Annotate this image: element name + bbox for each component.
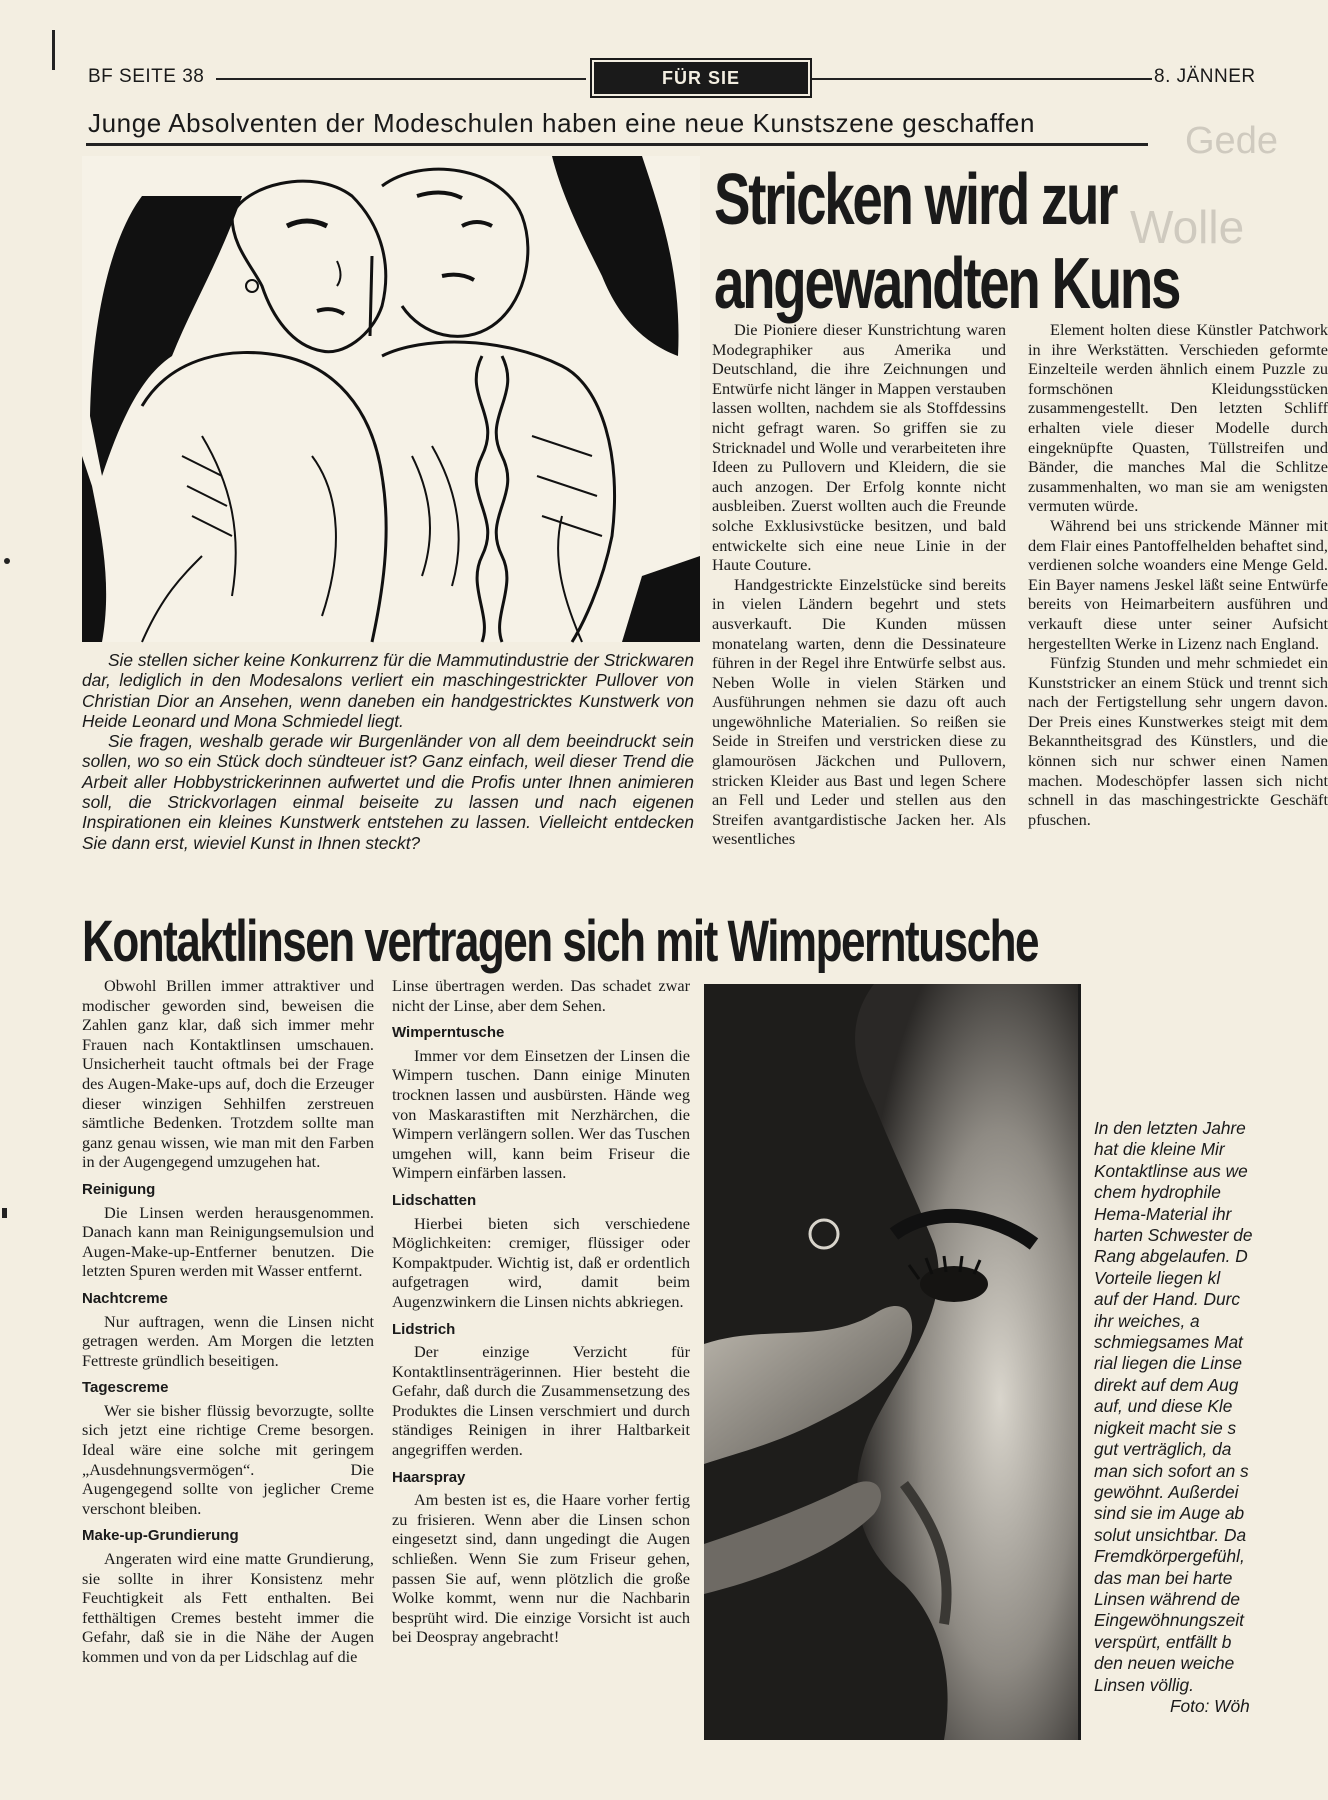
article-paragraph: Während bei uns strickende Männer mit dem Flair eines Pantoffelhelden behaftet sind, verdienen solche woanders eine Menge Geld. Ein Bayer namens Jeskel läßt seine Entwürfe bereits von Heimarbeitern ausführen und verkauft diese unter seiner Aufsicht hergestellten Werke in Lizenz nach England.	[1028, 515, 1328, 653]
photo-caption-line: Vorteile liegen kl	[1094, 1267, 1221, 1288]
photo-caption-line: das man bei harte	[1094, 1567, 1233, 1588]
contact-lens-photo	[704, 984, 1078, 1740]
section-text: Am besten ist es, die Haare vorher fertig zu frisieren. Wenn aber die Linsen schon eingesetzt sind, dann ungedingt die Augen schließen. Wenn Sie zum Friseur gehen, passen Sie auf, wenn plötzlich die große Wolke kommt, wenn nur die Nachbarin besprüht wird. Die einzige Vorsicht ist auch bei Deospray angebracht!	[392, 1490, 690, 1647]
photo-caption-line: schmiegsames Mat	[1094, 1332, 1243, 1353]
photo-caption-line: Hema-Material ihr	[1094, 1203, 1232, 1224]
page-label: BF SEITE 38	[88, 66, 205, 87]
article-2-column-2	[392, 976, 690, 1647]
photo-caption-line: chem hydrophile	[1094, 1182, 1221, 1203]
photo-caption	[1094, 1118, 1273, 1717]
photo-caption-line: den neuen weiche	[1094, 1653, 1235, 1674]
header-rule-left	[216, 78, 586, 80]
photo-caption-line: auf, und diese Kle	[1094, 1396, 1233, 1417]
headline-1-line-2: angewandten Kuns	[714, 244, 1180, 324]
photo-caption-line: Kontaktlinse aus we	[1094, 1160, 1248, 1181]
photo-caption-line: Foto: Wöh	[1170, 1695, 1250, 1716]
article-continuation: Linse übertragen werden. Das schadet zwar nicht der Linse, aber dem Sehen.	[392, 976, 690, 1015]
photo-caption-line: verspürt, entfällt b	[1094, 1631, 1232, 1652]
article-paragraph: Fünfzig Stunden und mehr schmiedet ein Kunststricker an einem Stück und trennt sich nach der Fertigstellung sehr ungern davon. Der Preis eines Kunstwerkes steigt mit dem Bekanntheitsgrad des Künstlers, und die können sich nur schwer einen Namen machen. Modeschöpfer lassen sich nicht schnell in das maschingestrickte Geschäft pfuschen.	[1028, 653, 1328, 829]
article-1-column-2	[1028, 320, 1328, 829]
photo-caption-line: Rang abgelaufen. D	[1094, 1246, 1248, 1267]
photo-caption-line: gut verträglich, da	[1094, 1439, 1232, 1460]
page-mark	[4, 558, 10, 564]
article-paragraph: Die Pioniere dieser Kunstrichtung waren Modegraphiker aus Amerika und Deutschland, die ihre Zeichnungen und Entwürfe nicht länger in Mappen verstauben lassen wollten, nachdem sie als Stoffdessins nicht gefragt waren. So griffen sie zu Stricknadel und Wolle und verarbeiteten ihre Ideen zu Pullovern und Kleidern, die sie auch anzogen. Der Erfolg konnte nicht ausbleiben. Zuerst wollten auch die Freunde solche Exklusivstücke besitzen, und bald entwickelte sich eine neue Linie in der Haute Couture.	[712, 320, 1006, 575]
photo-caption-line: auf der Hand. Durc	[1094, 1289, 1241, 1310]
article-1-column-2-frame	[1028, 320, 1328, 900]
photo-caption-line: nigkeit macht sie s	[1094, 1417, 1237, 1438]
section-heading: Lidschatten	[392, 1191, 477, 1209]
section-text: Immer vor dem Einsetzen der Linsen die Wimpern tuschen. Dann einige Minuten trocknen lassen und ausbürsten. Hände weg von Maskarastiften mit Nerzhärchen, die Wimpern verlängern sollen. Wer das Tuschen umgehen will, kann beim Friseur die Wimpern einfärben lassen.	[392, 1045, 690, 1183]
photo-caption-line: hat die kleine Mir	[1094, 1139, 1225, 1160]
kicker: Junge Absolventen der Modeschulen haben eine neue Kunstszene geschaffen	[88, 108, 1036, 138]
photo-caption-line: ihr weiches, a	[1094, 1310, 1200, 1331]
section-text: Die Linsen werden herausgenommen. Danach kann man Reinigungsemulsion und Augen-Make-up-Entferner benutzen. Die letzten Spuren werden mit Wasser entfernt.	[82, 1202, 374, 1281]
photo-caption-line: Fremdkörpergefühl,	[1094, 1546, 1245, 1567]
photo-divider	[1078, 984, 1081, 1740]
headline-1-line-1: Stricken wird zur	[714, 160, 1117, 240]
illustration-caption	[82, 650, 694, 853]
article-paragraph: Handgestrickte Einzelstücke sind bereits in vielen Ländern begehrt und stets ausverkauft. Die Kunden müssen monatelang warten, denn die Dessinateure führen in der Regel ihre Entwürfe selbst aus. Neben Wolle in vielen Stärken und Ausführungen nehmen sie dazu oft auch ungewöhnliche Materialien. So reißen sie Seide in Streifen und verstricken diese zu glamourösen Jäckchen und Pullovern, stricken Kleider aus Bast und legen Schere an Fell und Leder und stellen aus den Streifen avantgardistische Jacken her. Als wesentliches	[712, 574, 1006, 849]
section-text: Hierbei bieten sich verschiedene Möglichkeiten: cremiger, flüssiger oder Kompaktpuder. Wichtig ist, daß er ordentlich aufgetragen wird, damit beim Augenzwinkern die Linsen nichts abkriegen.	[392, 1213, 690, 1311]
section-heading: Make-up-Grundierung	[82, 1527, 239, 1545]
photo-caption-line: Linsen völlig.	[1094, 1674, 1194, 1695]
kicker-underline	[86, 143, 1148, 146]
page-mark	[2, 1208, 7, 1218]
photo-caption-frame	[1094, 1118, 1273, 1728]
article-paragraph: Element holten diese Künstler Patchwork in ihre Werkstätten. Verschieden geformte Einzelteile werden ähnlich einem Puzzle zu formschönen Kleidungsstücken zusammengestellt. Den letzten Schliff erhalten viele dieser Modelle durch eingeknüpfte Quasten, Tüllstreifen und Bänder, die manches Mal die Schlitze zusammenhalten, wo man sie am wenigsten vermuten würde.	[1028, 320, 1328, 516]
bleed-through-text: Wolle	[1130, 201, 1245, 253]
photo-caption-line: sind sie im Auge ab	[1094, 1503, 1245, 1524]
headline-1-frame	[714, 158, 1273, 330]
section-text: Angeraten wird eine matte Grundierung, sie sollte in ihrer Konsistenz mehr Feuchtigkeit als Fett enthalten. Bei fetthältigen Cremes besteht immer die Gefahr, daß sie in die Nähe der Augen kommen und von da per Lidschlag auf die	[82, 1549, 374, 1666]
section-text: Nur auftragen, wenn die Linsen nicht getragen werden. Am Morgen die letzten Fettreste gründlich beseitigen.	[82, 1311, 374, 1370]
photo-caption-line: gewöhnt. Außerdei	[1094, 1481, 1239, 1502]
photo-caption-line: In den letzten Jahre	[1094, 1118, 1246, 1138]
article-1-column-1	[712, 320, 1006, 849]
photo-caption-line: direkt auf dem Aug	[1094, 1374, 1239, 1395]
fashion-illustration	[82, 156, 700, 642]
issue-date: 8. JÄNNER	[1154, 66, 1256, 87]
caption-paragraph: Sie fragen, weshalb gerade wir Burgenländer von all dem beeindruckt sein sollen, wo so ein Stück doch sündteuer ist? Ganz einfach, weil dieser Trend die Arbeit aller Hobbystrickerinnen aufwertet und die Profis unter Ihnen animieren soll, die Strickvorlagen einmal beiseite zu lassen und nach eigenen Inspirationen ein kleines Kunstwerk entstehen zu lassen. Vielleicht entdecken Sie dann erst, wieviel Kunst in Ihnen steckt?	[82, 731, 694, 853]
photo-caption-line: man sich sofort an s	[1094, 1460, 1249, 1481]
header-rule-right	[812, 78, 1152, 80]
headline-2-frame	[82, 909, 1273, 976]
photo-caption-line: Eingewöhnungszeit	[1094, 1610, 1244, 1631]
margin-rule	[52, 30, 55, 70]
section-heading: Lidstrich	[392, 1320, 456, 1338]
photo-caption-line: harten Schwester de	[1094, 1225, 1253, 1246]
caption-paragraph: Sie stellen sicher keine Konkurrenz für die Mammutindustrie der Strickwaren dar, lediglich in den Modesalons verliert ein maschingestrickter Pullover von Christian Dior an Ansehen, wenn daneben ein handgestricktes Kunstwerk von Heide Leonard und Mona Schmiedel liegt.	[82, 650, 694, 731]
headline-2: Kontaktlinsen vertragen sich mit Wimperntusche	[82, 909, 1038, 974]
section-text: Wer sie bisher flüssig bevorzugte, sollte sich jetzt eine richtige Creme besorgen. Ideal wäre eine solche mit geringem „Ausdehnungsvermögen“. Die Augengegend sollte von jeglicher Creme verschont bleiben.	[82, 1400, 374, 1518]
section-title: FÜR SIE	[594, 62, 808, 94]
section-heading: Nachtcreme	[82, 1289, 168, 1307]
section-heading: Haarspray	[392, 1468, 466, 1486]
bleed-through-text: Gede	[1185, 120, 1278, 162]
section-text: Der einzige Verzicht für Kontaktlinsenträgerinnen. Hier besteht die Gefahr, daß durch die Zusammensetzung des Produktes die Linsen verschmiert und durch ständiges Reinigen in ihrer Haltbarkeit angegriffen werden.	[392, 1342, 690, 1460]
section-heading: Tagescreme	[82, 1379, 169, 1397]
article-intro: Obwohl Brillen immer attraktiver und modischer geworden sind, beweisen die Zahlen ganz klar, daß sich immer mehr Frauen nach Kontaktlinsen umschauen. Unsicherheit taucht oftmals bei der Frage des Augen-Make-ups auf, doch die Erzeuger dieser winzigen Sehhilfen zerstreuen sämtliche Bedenken. Trotzdem sollte man ganz genau wissen, wie man mit den Farben in der Augengegend umzugehen hat.	[82, 976, 374, 1172]
photo-caption-line: Linsen während de	[1094, 1588, 1241, 1609]
section-heading: Wimperntusche	[392, 1024, 505, 1042]
photo-caption-line: solut unsichtbar. Da	[1094, 1524, 1247, 1545]
photo-caption-line: rial liegen die Linse	[1094, 1353, 1242, 1374]
article-2-column-1	[82, 976, 374, 1667]
section-heading: Reinigung	[82, 1180, 156, 1198]
